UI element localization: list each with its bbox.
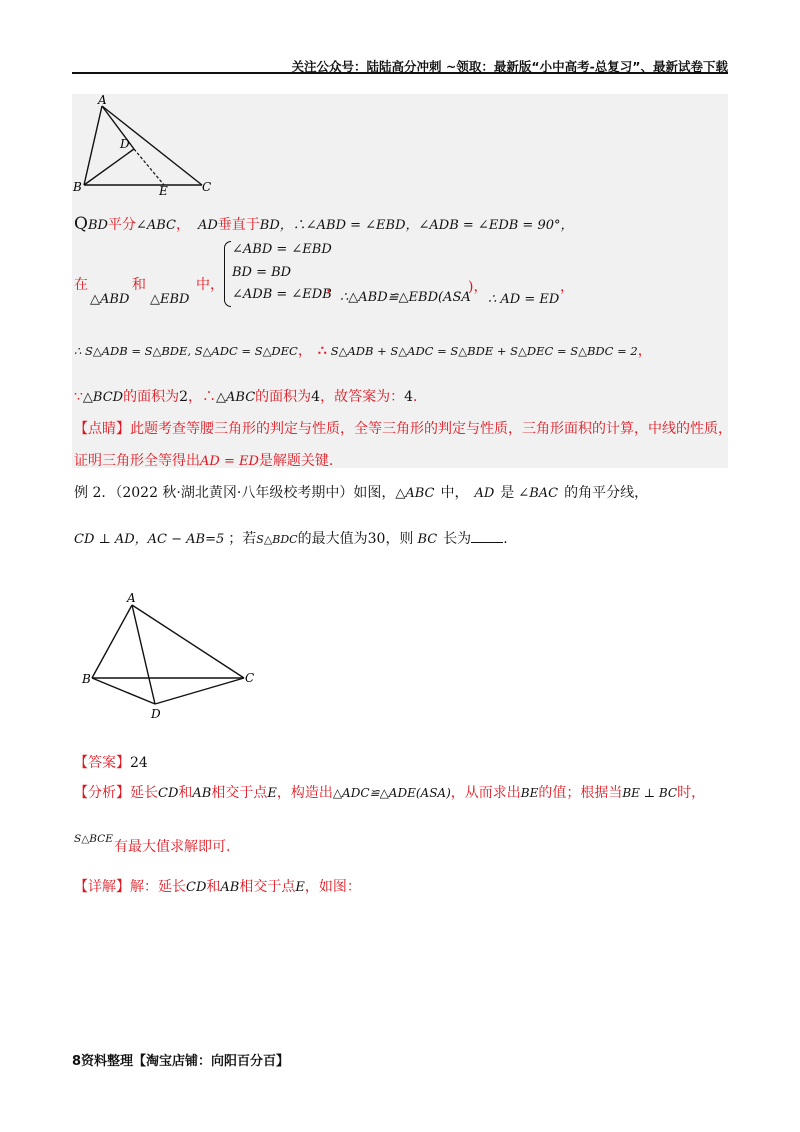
sol-congruence: ∴△ABD≌△EBD(ASA — [340, 290, 471, 305]
figure-1 — [72, 94, 212, 198]
fig2-label-c: C — [245, 671, 255, 685]
sol-line-1: QBD平分∠ABC， AD垂直于BD，∴∠ABD = ∠EBD，∠ADB = ∠EDB = 90°， — [74, 214, 574, 234]
sys-eq-1: ∠ABD = ∠EBD — [232, 242, 332, 257]
detail-line: 【详解】解：延长CD和AB相交于点E，如图： — [74, 879, 361, 895]
sol-zhong: 中， — [196, 277, 224, 293]
sys-comma: ， — [326, 279, 340, 295]
dianjing-line-2: 证明三角形全等得出AD = ED是解题关键. — [74, 453, 334, 469]
fig1-label-a: A — [98, 94, 107, 107]
sol-he: 和 — [132, 277, 146, 293]
example-2-line-2: CD ⊥ AD，AC − AB=5 ；若S△BDC的最大值为30，则 BC 长为 . — [74, 531, 508, 547]
sol-comma2: ， — [560, 279, 574, 295]
sol-result-line: ∵△BCD的面积为2，∴△ABC的面积为4，故答案为：4． — [74, 389, 427, 405]
sol-area-line: ∴ S△ADB = S△BDE, S△ADC = S△DEC， ∴ S△ADB + S△ADC = S△BDE + S△DEC = S△BDC = 2， — [74, 343, 652, 359]
sol-paren: )， — [468, 279, 488, 295]
answer-line: 【答案】24 — [74, 755, 148, 771]
header-rule — [72, 72, 728, 74]
fig2-label-a: A — [127, 591, 136, 605]
fig2-label-d: D — [151, 707, 161, 720]
figure-2 — [80, 590, 260, 720]
page-header: 关注公众号：陆陆高分冲刺 ~领取：最新版“小中高考-总复习”、最新试卷下载 — [291, 59, 728, 74]
fig1-label-d: D — [120, 137, 130, 151]
page-footer: 8资料整理【淘宝店铺：向阳百分百】 — [72, 1054, 290, 1069]
sol-tri-ebd: △EBD — [150, 292, 190, 307]
sys-eq-2: BD = BD — [232, 265, 292, 280]
fig1-label-c: C — [202, 180, 212, 194]
analysis-line-2: S△BCE — [74, 833, 113, 845]
answer-blank — [471, 530, 503, 543]
fig1-label-b: B — [73, 180, 82, 194]
system-brace — [224, 241, 231, 307]
analysis-line-1: 【分析】延长CD和AB相交于点E，构造出△ADC≌△ADE(ASA)，从而求出BE的值；根据当BE ⊥ BC时， — [74, 785, 706, 801]
example-2-line-1: 例 2．（2022 秋·湖北黄冈·八年级校考期中）如图，△ABC 中， AD 是 ∠BAC 的角平分线， — [74, 485, 649, 501]
analysis-line-2-text: 有最大值求解即可. — [114, 839, 231, 855]
sol-zai: 在 — [74, 277, 88, 293]
sol-ad-ed: ∴ AD = ED — [488, 292, 560, 307]
dianjing-line-1: 【点睛】此题考查等腰三角形的判定与性质，全等三角形的判定与性质，三角形面积的计算，中线的性质， — [74, 421, 732, 437]
fig2-label-b: B — [82, 672, 91, 686]
sol-tri-abd: △ABD — [90, 292, 130, 307]
sys-eq-3: ∠ADB = ∠EDB — [232, 287, 332, 302]
fig1-label-e: E — [159, 184, 168, 198]
